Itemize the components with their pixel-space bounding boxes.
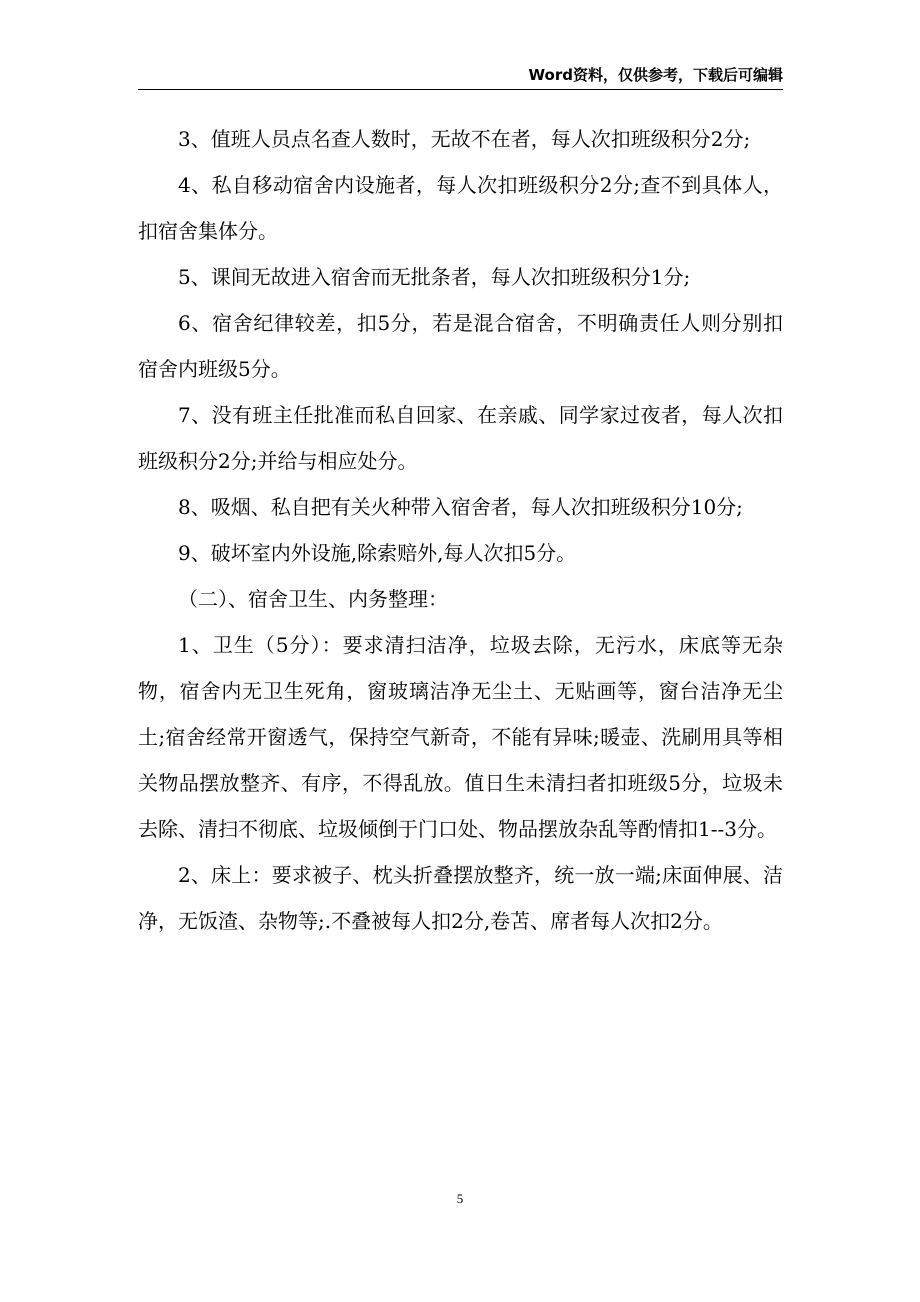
paragraph-rule-4: 4、私自移动宿舍内设施者，每人次扣班级积分2分;查不到具体人，扣宿舍集体分。: [138, 173, 783, 243]
paragraph-hygiene-1: 1、卫生（5分）：要求清扫洁净，垃圾去除，无污水，床底等无杂物，宿舍内无卫生死角，窗玻璃洁净无尘土、无贴画等，窗台洁净无尘土;宿舍经常开窗透气，保持空气新奇，不能有异味;暖壶、洗刷用具等相关物品摆放整齐、有序，不得乱放。值日生未清扫者扣班级5分，垃圾未去除、清扫不彻底、垃圾倾倒于门口处、物品摆放杂乱等酌情扣1--3分。: [138, 633, 783, 841]
document-header: Word资料，仅供参考，下载后可编辑: [528, 66, 783, 84]
paragraph-rule-5: 5、课间无故进入宿舍而无批条者，每人次扣班级积分1分;: [178, 265, 691, 289]
section-heading-hygiene: （二）、宿舍卫生、内务整理：: [178, 587, 448, 611]
paragraph-rule-3: 3、值班人员点名查人数时，无故不在者，每人次扣班级积分2分;: [178, 127, 751, 151]
document-body: [138, 116, 783, 944]
page-number: 5: [456, 1191, 464, 1206]
paragraph-rule-9: 9、破坏室内外设施,除索赔外,每人次扣5分。: [178, 541, 577, 565]
paragraph-rule-6: 6、宿舍纪律较差，扣5分，若是混合宿舍，不明确责任人则分别扣宿舍内班级5分。: [138, 311, 783, 381]
paragraph-rule-7: 7、没有班主任批准而私自回家、在亲戚、同学家过夜者，每人次扣班级积分2分;并给与相应处分。: [138, 403, 783, 473]
paragraph-rule-8: 8、吸烟、私自把有关火种带入宿舍者，每人次扣班级积分10分;: [178, 495, 743, 519]
paragraph-bed-2: 2、床上：要求被子、枕头折叠摆放整齐，统一放一端;床面伸展、洁净，无饭渣、杂物等;.不叠被每人扣2分,卷苫、席者每人次扣2分。: [138, 863, 783, 933]
header-divider: [138, 89, 783, 90]
